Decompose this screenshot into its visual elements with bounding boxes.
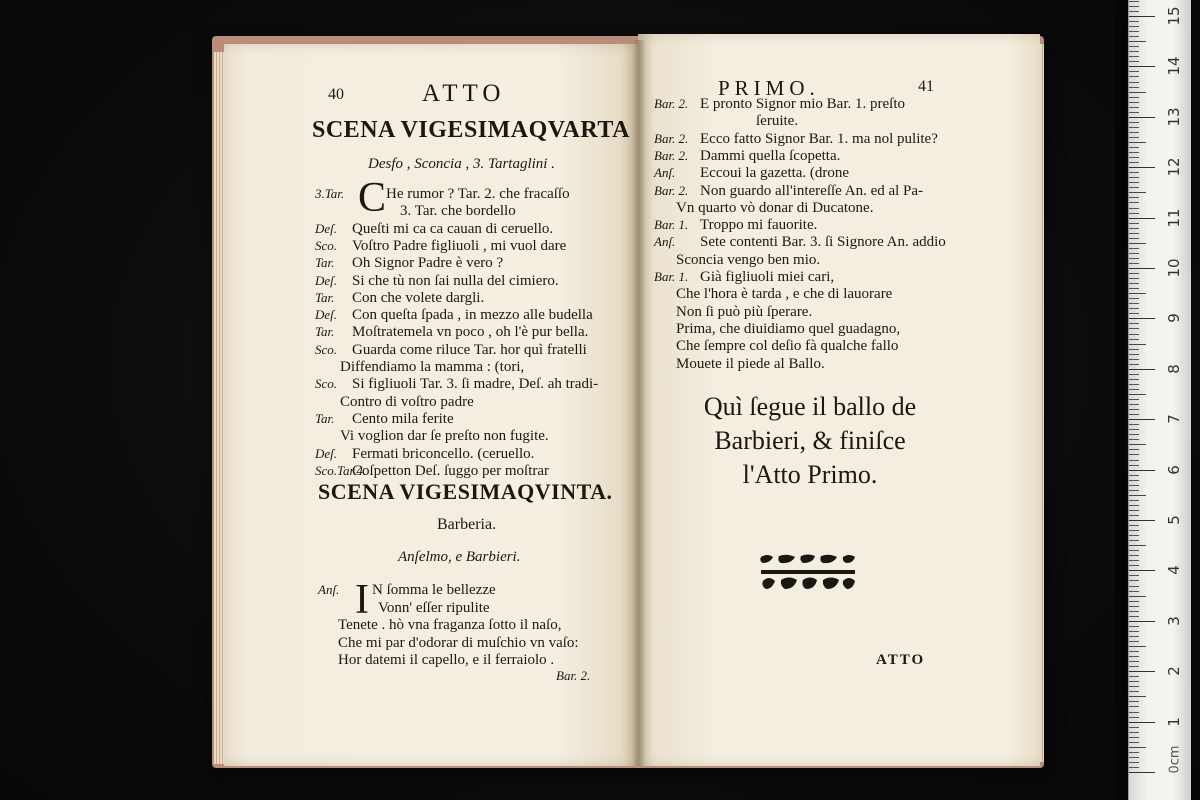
ruler-tick <box>1129 177 1139 178</box>
ruler-tick <box>1129 596 1146 597</box>
ruler-tick <box>1129 611 1139 612</box>
ruler-tick <box>1129 127 1139 128</box>
ruler-tick <box>1129 389 1139 390</box>
ruler-tick <box>1129 671 1155 672</box>
ruler-tick <box>1129 137 1139 138</box>
ruler-tick <box>1129 323 1139 324</box>
ruler-tick <box>1129 117 1155 118</box>
speaker-label: Deſ. <box>315 445 338 461</box>
ruler-tick <box>1129 656 1139 657</box>
verse-line: E pronto Signor mio Bar. 1. preſto <box>700 96 905 112</box>
ruler-tick <box>1129 651 1139 652</box>
ruler-tick <box>1129 36 1139 37</box>
ruler-tick <box>1129 434 1139 435</box>
ruler-tick <box>1129 520 1155 521</box>
right-running-head: PRIMO. <box>718 76 820 100</box>
left-page-number: 40 <box>328 86 344 103</box>
ruler-tick <box>1129 339 1139 340</box>
speaker-label: Tar. <box>315 410 335 426</box>
ruler-tick <box>1129 404 1139 405</box>
ruler-tick <box>1129 288 1139 289</box>
ruler-tick <box>1129 87 1139 88</box>
ruler-number: 8 <box>1165 364 1183 374</box>
ruler-tick <box>1129 742 1139 743</box>
verse-line: Hor datemi il capello, e il ferraiolo . <box>338 652 555 668</box>
verse-line: Che l'hora è tarda , e che di lauorare <box>676 286 893 303</box>
ruler-tick <box>1129 82 1139 83</box>
verse-line: ſeruite. <box>756 113 799 130</box>
ruler-tick <box>1129 162 1139 163</box>
ruler-tick <box>1129 490 1139 491</box>
ruler-tick <box>1129 31 1139 32</box>
ruler-number: 3 <box>1165 616 1183 626</box>
ruler-tick <box>1129 364 1139 365</box>
ruler-tick <box>1129 616 1139 617</box>
ruler-tick <box>1129 409 1139 410</box>
ruler-tick <box>1129 591 1139 592</box>
ruler-tick <box>1129 374 1139 375</box>
ruler-tick <box>1129 712 1139 713</box>
ruler-tick <box>1129 142 1146 143</box>
ruler-tick <box>1129 580 1139 581</box>
ruler-tick <box>1129 419 1155 420</box>
ruler-tick <box>1129 71 1139 72</box>
ruler-tick <box>1129 732 1139 733</box>
ruler-tick <box>1129 21 1139 22</box>
ruler-number: 14 <box>1165 56 1183 76</box>
ruler-tick <box>1129 626 1139 627</box>
ruler-tick <box>1129 379 1139 380</box>
speaker-label: Tar. <box>315 255 335 271</box>
ruler-tick <box>1129 102 1139 103</box>
left-catchword: Bar. 2. <box>556 668 591 683</box>
speaker-label: Bar. 2. <box>654 182 689 198</box>
closing-line-3: l'Atto Primo. <box>742 460 878 489</box>
ruler-tick <box>1129 646 1146 647</box>
ruler-tick <box>1129 359 1139 360</box>
ruler-tick <box>1129 233 1139 234</box>
ruler-tick <box>1129 263 1139 264</box>
ruler-tick <box>1129 243 1146 244</box>
ruler-tick <box>1129 56 1139 57</box>
ruler-tick <box>1129 575 1139 576</box>
ruler-tick <box>1129 691 1139 692</box>
ruler-tick <box>1129 475 1139 476</box>
ruler-tick <box>1129 182 1139 183</box>
ruler-tick <box>1129 480 1139 481</box>
ruler-tick <box>1129 187 1139 188</box>
ruler-tick <box>1129 92 1146 93</box>
ruler-tick <box>1129 253 1139 254</box>
ruler-tick <box>1129 747 1146 748</box>
ruler-number: 7 <box>1165 414 1183 424</box>
ruler-tick <box>1129 757 1139 758</box>
ruler-tick <box>1129 737 1139 738</box>
ruler-tick <box>1129 414 1139 415</box>
speaker-label: Anſ. <box>318 582 340 597</box>
speaker-label: Sco. <box>315 341 338 357</box>
verse-line: Si che tù non ſai nulla del cimiero. <box>352 272 559 289</box>
verse-line: Voſtro Padre figliuoli , mi vuol dare <box>352 237 567 254</box>
ruler-tick <box>1129 772 1155 773</box>
ruler-tick <box>1129 424 1139 425</box>
ruler-tick <box>1129 696 1146 697</box>
ruler-tick <box>1129 752 1139 753</box>
verse-line: Eccoui la gazetta. (drone <box>700 165 850 182</box>
verse-line: Già figliuoli miei cari, <box>700 269 835 285</box>
ruler-tick <box>1129 202 1139 203</box>
ruler-number: 15 <box>1165 6 1183 26</box>
ruler-tick <box>1129 666 1139 667</box>
ruler-tick <box>1129 631 1139 632</box>
verse-line: Dammi quella ſcopetta. <box>700 147 841 164</box>
right-page-number: 41 <box>918 78 934 95</box>
ruler-tick <box>1129 26 1139 27</box>
verse-line: Guarda come riluce Tar. hor quì fratelli <box>352 341 587 358</box>
ruler-tick <box>1129 570 1155 571</box>
ruler-tick <box>1129 6 1139 7</box>
verse-line: He rumor ? Tar. 2. che fracaſſo <box>386 186 570 202</box>
ruler-tick <box>1129 460 1139 461</box>
ruler-tick <box>1129 560 1139 561</box>
scene2-title: SCENA VIGESIMAQVINTA. <box>318 479 613 504</box>
ruler-tick <box>1129 540 1139 541</box>
verse-line: Contro di voſtro padre <box>340 393 474 410</box>
ruler-tick <box>1129 641 1139 642</box>
ruler-tick <box>1129 485 1139 486</box>
ruler-number: 2 <box>1165 666 1183 676</box>
ruler-tick <box>1129 213 1139 214</box>
drop-cap-c: C <box>358 175 387 221</box>
backdrop-edge <box>1115 0 1127 800</box>
ruler-number: 5 <box>1165 515 1183 525</box>
ruler-tick <box>1129 354 1139 355</box>
ruler-tick <box>1129 308 1139 309</box>
ruler-tick <box>1129 328 1139 329</box>
speaker-label: Bar. 1. <box>654 217 689 233</box>
speaker-label: Sco. <box>315 237 338 253</box>
book-gutter <box>632 40 646 766</box>
ruler-tick <box>1129 701 1139 702</box>
verse-line: Diffendiamo la mamma : (tori, <box>340 359 525 375</box>
ruler-tick <box>1129 318 1155 319</box>
ruler-tick <box>1129 394 1146 395</box>
ruler-tick <box>1129 369 1155 370</box>
verse-line: Sconcia vengo ben mio. <box>676 251 821 268</box>
speaker-label: Anſ. <box>654 165 676 181</box>
speaker-label: Bar. 2. <box>654 96 689 111</box>
ruler-tick <box>1129 621 1155 622</box>
ruler-number: 10 <box>1165 258 1183 278</box>
ruler-number: 1 <box>1165 716 1183 727</box>
ruler-tick <box>1129 454 1139 455</box>
ruler-tick <box>1129 545 1146 546</box>
ruler-number: 4 <box>1165 565 1183 576</box>
ruler-tick <box>1129 334 1139 335</box>
ruler-tick <box>1129 676 1139 677</box>
ruler-tick <box>1129 228 1139 229</box>
measuring-ruler <box>1128 0 1191 800</box>
verse-line: Non guardo all'intereſſe An. ed al Pa- <box>700 182 924 199</box>
ruler-tick <box>1129 192 1146 193</box>
ruler-tick <box>1129 293 1146 294</box>
ruler-tick <box>1129 686 1139 687</box>
ruler-tick <box>1129 66 1155 67</box>
verse-line: Vn quarto vò donar di Ducatone. <box>676 199 874 216</box>
speaker-label: Anſ. <box>654 234 676 250</box>
ruler-tick <box>1129 706 1139 707</box>
verse-line: Fermati briconcello. (ceruello. <box>352 445 535 462</box>
ruler-tick <box>1129 223 1139 224</box>
ruler-tick <box>1129 722 1155 723</box>
ruler-tick <box>1129 762 1139 763</box>
ruler-tick <box>1129 515 1139 516</box>
ruler-tick <box>1129 510 1139 511</box>
speaker-label: Deſ. <box>315 272 338 288</box>
ruler-tick <box>1129 107 1139 108</box>
ruler-tick <box>1129 208 1139 209</box>
verse-line: Oh Signor Padre è vero ? <box>352 255 504 272</box>
verse-line: Vonn' eſſer ripulite <box>378 599 490 616</box>
speaker-label: Deſ. <box>315 220 338 236</box>
ruler-tick <box>1129 717 1139 718</box>
speaker-label: Bar. 2. <box>654 130 689 146</box>
ruler-tick <box>1129 16 1155 17</box>
scene2-setting: Barberia. <box>437 516 497 533</box>
ruler-number: 6 <box>1165 464 1183 475</box>
ruler-number: 13 <box>1165 107 1183 127</box>
ruler-number: 9 <box>1165 313 1183 324</box>
ruler-tick <box>1129 449 1139 450</box>
ruler-tick <box>1129 273 1139 274</box>
verse-line: Sete contenti Bar. 3. ſi Signore An. addio <box>700 234 946 251</box>
scene2-cast: Anſelmo, e Barbieri. <box>398 549 521 565</box>
ruler-tick <box>1129 565 1139 566</box>
ruler-tick <box>1129 167 1155 168</box>
closing-line-1: Quì ſegue il ballo de <box>703 392 917 421</box>
speaker-label: Sco. <box>315 376 338 392</box>
verse-line: Ecco fatto Signor Bar. 1. ma nol pulite? <box>700 130 938 147</box>
ruler-number: 11 <box>1165 208 1183 228</box>
ruler-tick <box>1129 530 1139 531</box>
verse-line: Che mi par d'odorar di muſchio vn vaſo: <box>338 634 579 651</box>
right-catchword: ATTO <box>876 652 926 668</box>
speaker-label: Bar. 1. <box>654 269 689 284</box>
ruler-tick <box>1129 606 1139 607</box>
verse-line: Non ſi può più ſperare. <box>676 303 813 320</box>
speaker-label: Tar. <box>315 324 335 340</box>
ruler-tick <box>1129 172 1139 173</box>
ruler-tick <box>1129 555 1139 556</box>
verse-line: 3. Tar. che bordello <box>400 203 516 220</box>
scene-title: SCENA VIGESIMAQVARTA <box>312 117 630 143</box>
ruler-tick <box>1129 298 1139 299</box>
ruler-tick <box>1129 349 1139 350</box>
ruler-tick <box>1129 429 1139 430</box>
verse-line: Troppo mi fauorite. <box>700 217 818 234</box>
ruler-tick <box>1129 132 1139 133</box>
speaker-label: Deſ. <box>315 307 338 323</box>
ruler-tick <box>1129 313 1139 314</box>
ruler-tick <box>1129 112 1139 113</box>
ruler-tick <box>1129 218 1155 219</box>
verse-line: Tenete . hò vna fraganza ſotto il naſo, <box>338 617 562 633</box>
ruler-tick <box>1129 197 1139 198</box>
ruler-tick <box>1129 344 1146 345</box>
verse-line: Mouete il piede al Ballo. <box>676 355 825 372</box>
speaker-label: Tar. <box>315 289 335 305</box>
ruler-tick <box>1129 278 1139 279</box>
ruler-tick <box>1129 303 1139 304</box>
ruler-tick <box>1129 525 1139 526</box>
ruler-tick <box>1129 157 1139 158</box>
ruler-tick <box>1129 505 1139 506</box>
scene-cast: Desfo , Sconcia , 3. Tartaglini . <box>368 156 555 172</box>
verse-line: Che ſempre col deſio fà qualche fallo <box>676 338 899 355</box>
ruler-tick <box>1129 399 1139 400</box>
ruler-tick <box>1129 535 1139 536</box>
closing-line-2: Barbieri, & finiſce <box>714 426 906 455</box>
ruler-tick <box>1129 51 1139 52</box>
ruler-tick <box>1129 439 1139 440</box>
ruler-tick <box>1129 601 1139 602</box>
ruler-tick <box>1129 636 1139 637</box>
verse-line: Con queſta ſpada , in mezzo alle budella <box>352 307 593 324</box>
ruler-tick <box>1129 122 1139 123</box>
verse-line: Moſtratemela vn poco , oh l'è pur bella. <box>352 324 589 341</box>
ruler-tick <box>1129 586 1139 587</box>
ruler-tick <box>1129 97 1139 98</box>
ruler-tick <box>1129 147 1139 148</box>
speaker-label: Sco.Tar.4. <box>315 462 367 478</box>
ruler-tick <box>1129 681 1139 682</box>
speaker-label: Bar. 2. <box>654 147 689 163</box>
ruler-tick <box>1129 152 1139 153</box>
ruler-number: 12 <box>1165 157 1183 177</box>
ruler-tick <box>1129 11 1139 12</box>
ruler-tick <box>1129 41 1146 42</box>
verse-line: Coſpetton Deſ. ſuggo per moſtrar <box>352 462 550 479</box>
verse-line: N ſomma le bellezze <box>372 582 496 598</box>
verse-line: Con che volete dargli. <box>352 289 485 306</box>
ruler-tick <box>1129 238 1139 239</box>
ruler-tick <box>1129 248 1139 249</box>
verse-line: Prima, che diuidiamo quel guadagno, <box>676 320 901 337</box>
ruler-tick <box>1129 1 1139 2</box>
ruler-tick <box>1129 76 1139 77</box>
ruler-tick <box>1129 444 1146 445</box>
ruler-tick <box>1129 500 1139 501</box>
ruler-unit-label: 0cm <box>1167 745 1183 774</box>
ruler-tick <box>1129 384 1139 385</box>
ruler-tick <box>1129 465 1139 466</box>
ruler-tick <box>1129 727 1139 728</box>
left-running-head: ATTO <box>422 80 506 107</box>
ruler-tick <box>1129 661 1139 662</box>
verse-line: Vi voglion dar ſe preſto non fugite. <box>340 428 549 445</box>
ruler-tick <box>1129 61 1139 62</box>
ruler-tick <box>1129 258 1139 259</box>
verse-line: Cento mila ferite <box>352 410 454 427</box>
verse-line: Si figliuoli Tar. 3. ſi madre, Deſ. ah tradi- <box>352 376 599 393</box>
ruler-tick <box>1129 470 1155 471</box>
ruler-tick <box>1129 46 1139 47</box>
speaker-label: 3.Tar. <box>315 186 345 201</box>
ruler-tick <box>1129 550 1139 551</box>
verse-line: Queſti mi ca ca cauan di ceruello. <box>352 220 554 237</box>
ruler-tick <box>1129 283 1139 284</box>
ruler-tick <box>1129 767 1139 768</box>
ruler-tick <box>1129 495 1146 496</box>
printer-ornament <box>759 553 857 593</box>
ruler-tick <box>1129 268 1155 269</box>
drop-cap-i: I <box>355 577 369 623</box>
